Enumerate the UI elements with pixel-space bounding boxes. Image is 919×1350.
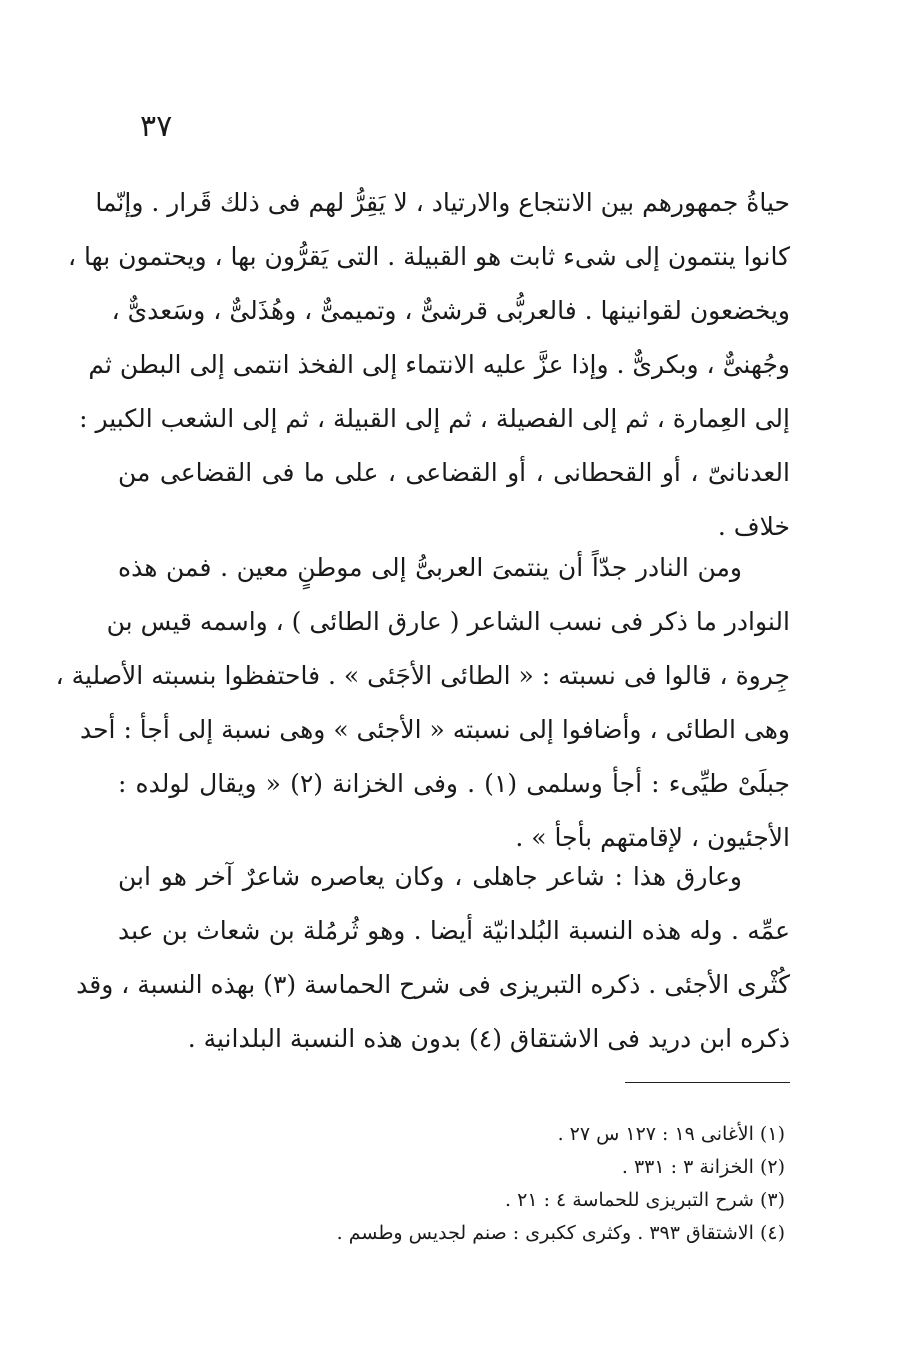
footnote-4: (٤) الاشتقاق ٣٩٣ . وكثرى ككبرى : صنم لجديس وطسم .: [336, 1222, 785, 1244]
text-line: جِروة ، قالوا فى نسبته : « الطائى الأجَئى » . فاحتفظوا بنسبته الأصلية ،: [55, 661, 790, 690]
paragraph-3: [76, 850, 790, 1066]
text-line: كانوا ينتمون إلى شىء ثابت هو القبيلة . التى يَقرُّون بها ، ويحتمون بها ،: [68, 242, 790, 271]
paragraph-1: [68, 176, 790, 554]
page-number: ٣٧: [140, 109, 173, 144]
text-line: ومن النادر جدّاً أن ينتمىَ العربىُّ إلى موطنٍ معين . فمن هذه: [118, 553, 742, 582]
text-line: العدنانىّ ، أو القحطانى ، أو القضاعى ، على ما فى القضاعى من: [118, 458, 790, 487]
text-line: كُثْرى الأجئى . ذكره التبريزى فى شرح الحماسة (٣) بهذه النسبة ، وقد: [76, 970, 790, 999]
text-line: وعارق هذا : شاعر جاهلى ، وكان يعاصره شاعرٌ آخر هو ابن: [118, 862, 742, 891]
text-line: وجُهنىٌّ ، وبكرىٌّ . وإذا عزَّ عليه الانتماء إلى الفخذ انتمى إلى البطن ثم: [88, 350, 790, 379]
footnotes: [200, 1118, 785, 1250]
text-line: الأجئيون ، لإقامتهم بأجأ » .: [515, 823, 790, 852]
paragraph-2: [55, 541, 790, 865]
text-line: وهى الطائى ، وأضافوا إلى نسبته « الأجئى » وهى نسبة إلى أجأ : أحد: [79, 715, 790, 744]
footnote-1: (١) الأغانى ١٩ : ١٢٧ س ٢٧ .: [557, 1123, 785, 1145]
footnote-3: (٣) شرح التبريزى للحماسة ٤ : ٢١ .: [505, 1189, 785, 1211]
footnote-divider: [625, 1082, 790, 1083]
text-line: النوادر ما ذكر فى نسب الشاعر ( عارق الطائى ) ، واسمه قيس بن: [106, 607, 790, 636]
text-line: ذكره ابن دريد فى الاشتقاق (٤) بدون هذه النسبة البلدانية .: [187, 1024, 790, 1053]
text-line: جبلَىْ طيِّىء : أجأ وسلمى (١) . وفى الخزانة (٢) « ويقال لولده :: [118, 769, 790, 798]
text-line: إلى العِمارة ، ثم إلى الفصيلة ، ثم إلى القبيلة ، ثم إلى الشعب الكبير :: [79, 404, 790, 433]
text-line: حياةُ جمهورهم بين الانتجاع والارتياد ، لا يَقِرُّ لهم فى ذلك قَرار . وإنّما: [95, 188, 790, 217]
text-line: ويخضعون لقوانينها . فالعربُّى قرشىٌّ ، وتميمىٌّ ، وهُذَلىٌّ ، وسَعدىٌّ ،: [111, 296, 790, 325]
text-line: عمِّه . وله هذه النسبة البُلدانيّة أيضا . وهو ثُرمُلة بن شعاث بن عبد: [118, 916, 790, 945]
text-line: خلاف .: [717, 512, 790, 541]
footnote-2: (٢) الخزانة ٣ : ٣٣١ .: [621, 1156, 785, 1178]
